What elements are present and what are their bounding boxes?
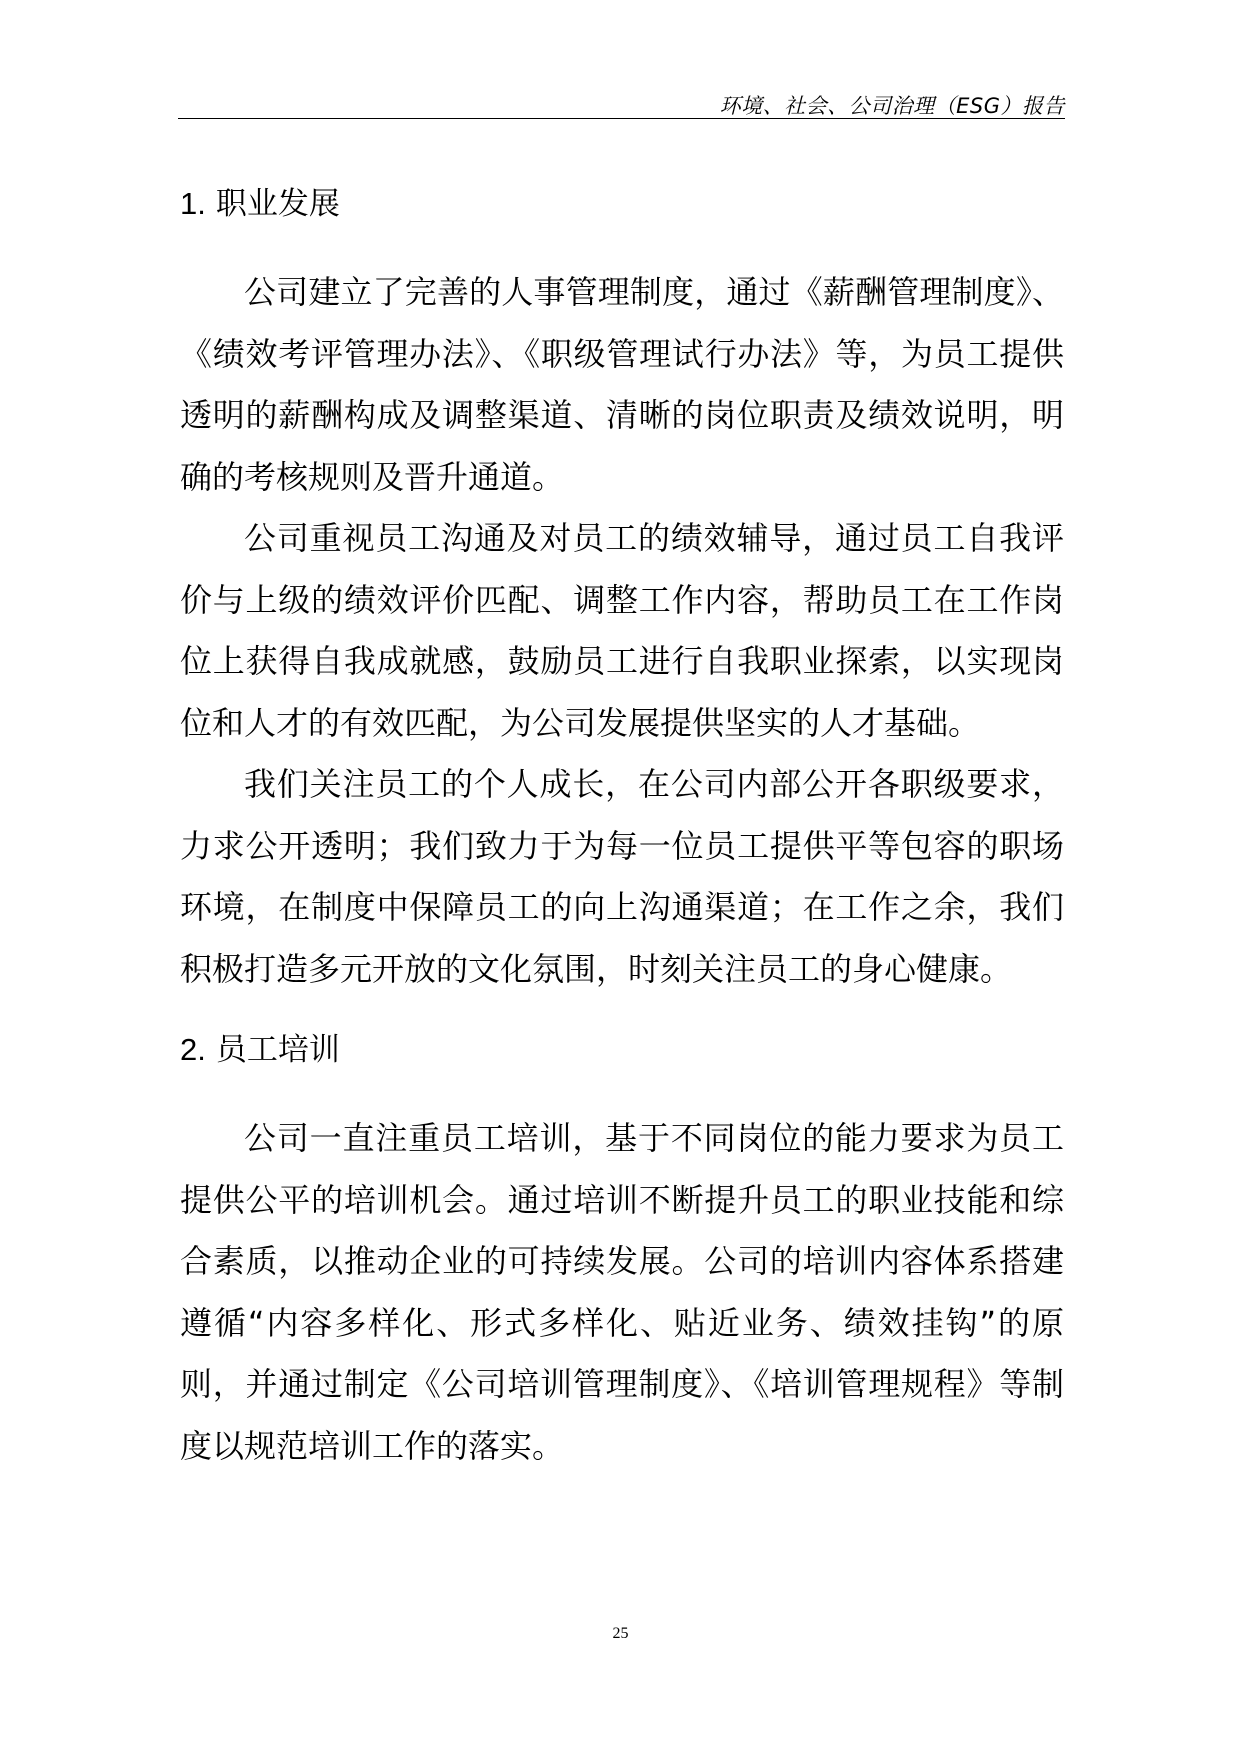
paragraph: 公司重视员工沟通及对员工的绩效辅导，通过员工自我评价与上级的绩效评价匹配、调整工作内容，帮助员工在工作岗位上获得自我成就感，鼓励员工进行自我职业探索，以实现岗位和人才的有效匹配，为公司发展提供坚实的人才基础。: [180, 519, 1064, 742]
page-header: [178, 88, 1065, 119]
section-title-text: 员工培训: [215, 1032, 340, 1068]
paragraph: 公司建立了完善的人事管理制度，通过《薪酬管理制度》、《绩效考评管理办法》、《职级管理试行办法》等，为员工提供透明的薪酬构成及调整渠道、清晰的岗位职责及绩效说明，明确的考核规则及晋升通道。: [180, 273, 1064, 496]
page-content: [180, 178, 1064, 1477]
header-title: 环境、社会、公司治理（ESG）报告: [719, 94, 1065, 118]
section-title-employee-training: [180, 1024, 1064, 1076]
section-title-career-development: [180, 178, 1064, 230]
section-title-text: 职业发展: [215, 186, 340, 222]
paragraph: 我们关注员工的个人成长，在公司内部公开各职级要求，力求公开透明；我们致力于为每一位员工提供平等包容的职场环境，在制度中保障员工的向上沟通渠道；在工作之余，我们积极打造多元开放的文化氛围，时刻关注员工的身心健康。: [180, 765, 1064, 988]
paragraph: 公司一直注重员工培训，基于不同岗位的能力要求为员工提供公平的培训机会。通过培训不断提升员工的职业技能和综合素质，以推动企业的可持续发展。公司的培训内容体系搭建遵循“内容多样化、形式多样化、贴近业务、绩效挂钩”的原则，并通过制定《公司培训管理制度》、《培训管理规程》等制度以规范培训工作的落实。: [180, 1119, 1064, 1465]
section-number: 2.: [180, 1032, 206, 1067]
section-number: 1.: [180, 186, 206, 221]
page-number: 25: [612, 1625, 629, 1642]
